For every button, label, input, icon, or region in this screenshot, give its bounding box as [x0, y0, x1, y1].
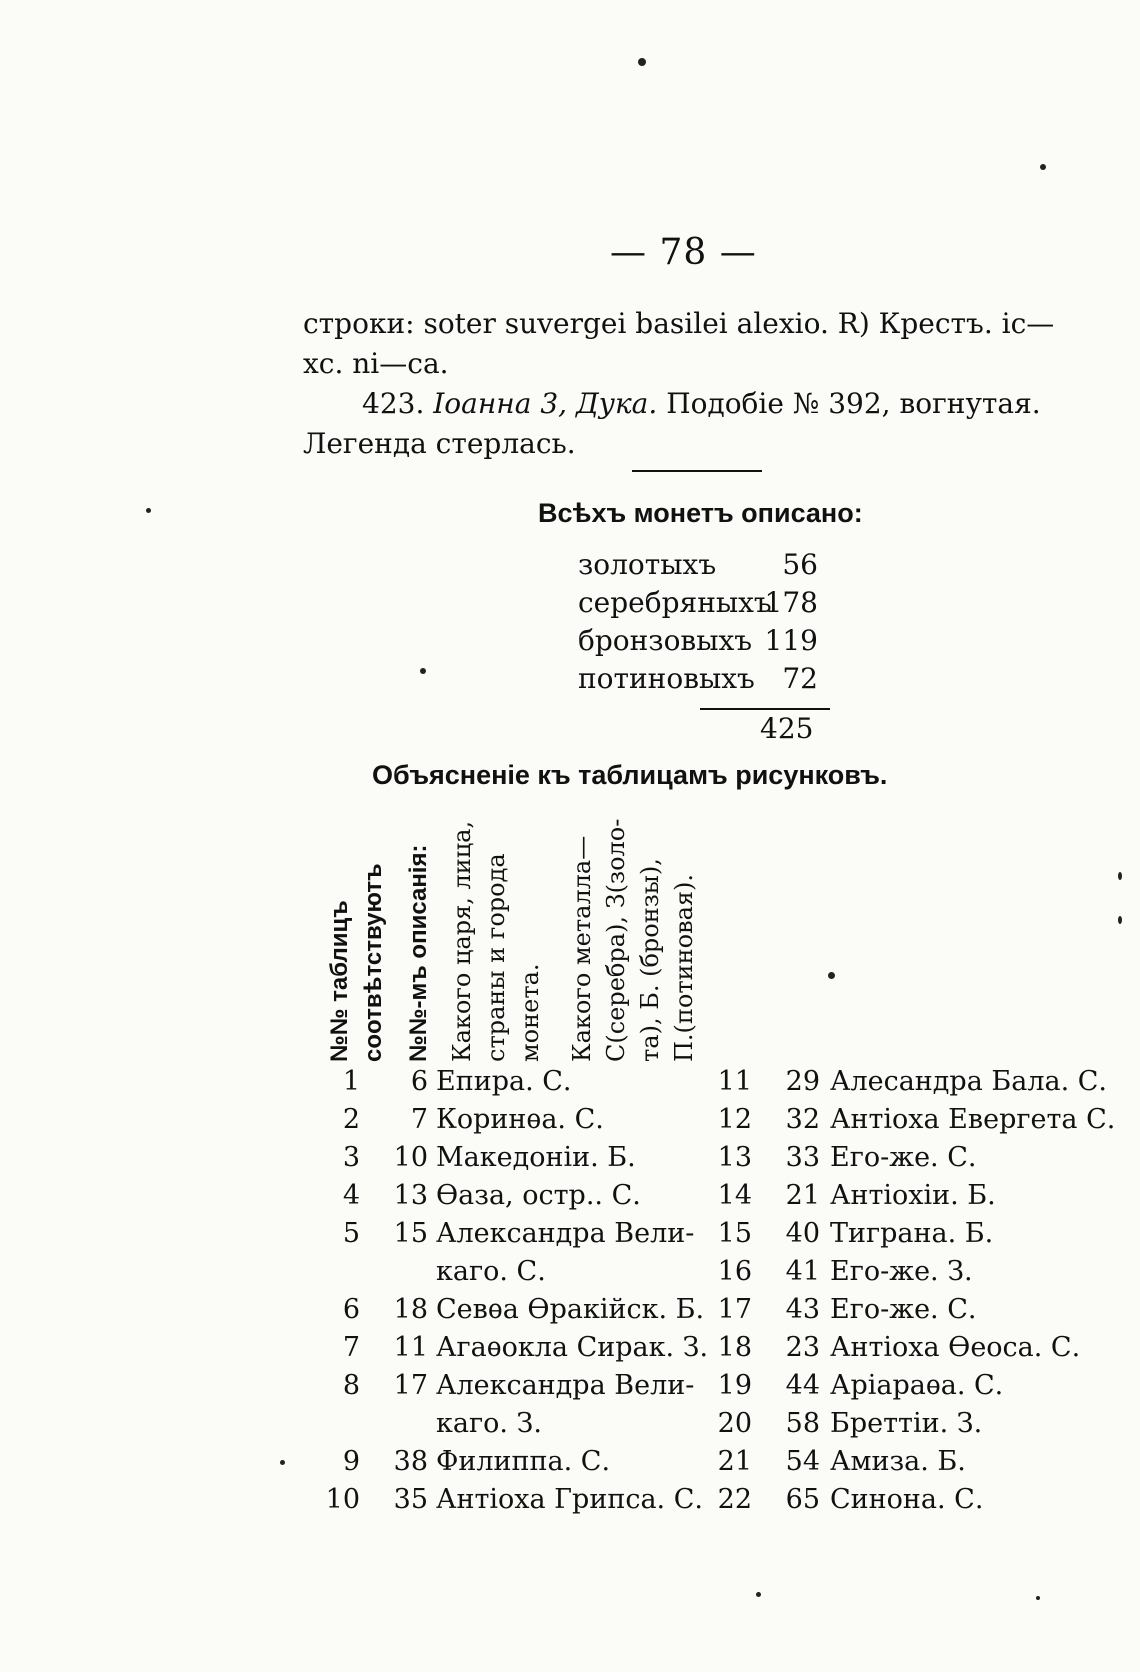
coin-description: Амиза. Б. — [830, 1446, 966, 1477]
table-number: 8 — [342, 1370, 360, 1401]
table-row — [0, 1218, 1140, 1256]
description-number: 6 — [410, 1066, 428, 1097]
coin-description: Агаѳокла Сирак. З. — [436, 1332, 709, 1363]
table-number: 13 — [717, 1142, 752, 1173]
coin-description: Александра Вели- — [436, 1218, 695, 1249]
table-row — [0, 1446, 1140, 1484]
table-row — [0, 1332, 1140, 1370]
table-number: 10 — [325, 1484, 360, 1515]
table-number: 14 — [717, 1180, 752, 1211]
table-number: 19 — [717, 1370, 752, 1401]
intro-line-1: строки: soter suvergei basilei alexio. R) Крестъ. ic— — [303, 307, 1055, 340]
metal-label: бронзовыхъ — [578, 624, 753, 657]
intro-line-2: xc. ni—ca. — [303, 347, 449, 380]
description-number: 32 — [785, 1104, 820, 1135]
header-description-numbers: №№-мъ описанія: — [405, 844, 432, 1062]
description-number: 29 — [785, 1066, 820, 1097]
speck — [1118, 872, 1122, 880]
description-number: 33 — [785, 1142, 820, 1173]
table-number: 16 — [717, 1256, 752, 1287]
table-number: 22 — [717, 1484, 752, 1515]
description-number: 10 — [393, 1142, 428, 1173]
speck — [280, 1460, 285, 1465]
description-number: 38 — [393, 1446, 428, 1477]
entry-name: Іоанна 3, Дука. — [433, 387, 658, 420]
table-row — [0, 1142, 1140, 1180]
description-number: 65 — [785, 1484, 820, 1515]
table-number: 21 — [717, 1446, 752, 1477]
intro-line-4: Легенда стерлась. — [303, 427, 576, 460]
table-row — [0, 1408, 1140, 1446]
coin-description: Синона. С. — [830, 1484, 984, 1515]
table-number: 20 — [717, 1408, 752, 1439]
table-number: 3 — [342, 1142, 360, 1173]
coin-description: каго. З. — [436, 1408, 542, 1439]
metal-label: золотыхъ — [578, 548, 717, 581]
description-number: 13 — [393, 1180, 428, 1211]
entry-description: Подобіе № 392, вогнутая. — [666, 387, 1041, 420]
speck — [756, 1592, 761, 1597]
table-row — [0, 1370, 1140, 1408]
coin-description: Алесандра Бала. С. — [830, 1066, 1107, 1097]
speck — [1036, 1596, 1040, 1600]
coin-description: Епира. С. — [436, 1066, 572, 1097]
table-number: 4 — [342, 1180, 360, 1211]
metal-count: 56 — [782, 548, 818, 581]
description-number: 7 — [410, 1104, 428, 1135]
table-number: 18 — [717, 1332, 752, 1363]
table-row — [0, 1066, 1140, 1104]
speck — [146, 508, 151, 513]
speck — [1040, 164, 1046, 170]
summary-row — [578, 586, 818, 624]
description-number: 44 — [785, 1370, 820, 1401]
description-number: 35 — [393, 1484, 428, 1515]
table-number: 5 — [342, 1218, 360, 1249]
table-number: 7 — [342, 1332, 360, 1363]
coin-description: Тиграна. Б. — [830, 1218, 994, 1249]
header-tables: №№ таблицъ соотвѣтствуютъ — [326, 863, 387, 1062]
summary-row — [578, 548, 818, 586]
description-number: 21 — [785, 1180, 820, 1211]
table-row — [0, 1104, 1140, 1142]
table-number: 12 — [717, 1104, 752, 1135]
description-number: 43 — [785, 1294, 820, 1325]
table-number: 1 — [342, 1066, 360, 1097]
metal-label: потиновыхъ — [578, 662, 755, 695]
header-metal: Какого металла— С(серебра), З(золо- та), Б. (бронзы), П.(потиновая). — [568, 818, 698, 1062]
coin-description: Аріараѳа. С. — [830, 1370, 1004, 1401]
speck — [638, 58, 646, 66]
entry-number: 423. — [362, 387, 425, 420]
page-number: — 78 — — [610, 232, 757, 273]
metal-count: 119 — [764, 624, 818, 657]
table-number: 6 — [342, 1294, 360, 1325]
metal-count: 72 — [782, 662, 818, 695]
summary-heading: Всѣхъ монетъ описано: — [538, 498, 863, 528]
table-number: 11 — [717, 1066, 752, 1097]
description-number: 11 — [393, 1332, 428, 1363]
coin-description: Македоніи. Б. — [436, 1142, 636, 1173]
description-number: 54 — [785, 1446, 820, 1477]
coin-description: Бреттіи. З. — [830, 1408, 983, 1439]
speck — [1118, 916, 1122, 924]
speck — [420, 668, 426, 674]
explanation-heading: Объясненіе къ таблицамъ рисунковъ. — [372, 760, 888, 790]
description-number: 58 — [785, 1408, 820, 1439]
table-number: 15 — [717, 1218, 752, 1249]
description-number: 41 — [785, 1256, 820, 1287]
description-number: 17 — [393, 1370, 428, 1401]
metal-count: 178 — [764, 586, 818, 619]
table-row — [0, 1180, 1140, 1218]
coin-description: Филиппа. С. — [436, 1446, 611, 1477]
coin-description: Антіоха Грипса. С. — [436, 1484, 703, 1515]
coin-description: Коринѳа. С. — [436, 1104, 604, 1135]
table-number: 9 — [342, 1446, 360, 1477]
table-number: 17 — [717, 1294, 752, 1325]
summary-row — [578, 662, 818, 700]
description-number: 18 — [393, 1294, 428, 1325]
section-divider — [632, 470, 762, 472]
summary-total: 425 — [760, 712, 814, 745]
coin-description: Антіохіи. Б. — [830, 1180, 996, 1211]
coin-description: Антіоха Ѳеоса. С. — [830, 1332, 1081, 1363]
table-row — [0, 1484, 1140, 1522]
summary-row — [578, 624, 818, 662]
description-number: 15 — [393, 1218, 428, 1249]
coin-description: Александра Вели- — [436, 1370, 695, 1401]
speck — [828, 972, 835, 979]
metal-label: серебряныхъ — [578, 586, 772, 619]
description-number: 23 — [785, 1332, 820, 1363]
entry-423 — [362, 384, 1140, 424]
description-number: 40 — [785, 1218, 820, 1249]
coin-description: Антіоха Евергета С. — [830, 1104, 1116, 1135]
coin-description: Его-же. С. — [830, 1142, 977, 1173]
coin-description: Его-же. З. — [830, 1256, 973, 1287]
table-row — [0, 1256, 1140, 1294]
coin-description: каго. С. — [436, 1256, 546, 1287]
coin-description: Ѳаза, остр.. С. — [436, 1180, 641, 1211]
coin-description: Севѳа Ѳракійск. Б. — [436, 1294, 705, 1325]
table-row — [0, 1294, 1140, 1332]
table-number: 2 — [342, 1104, 360, 1135]
coin-description: Его-же. С. — [830, 1294, 977, 1325]
header-ruler-country: Какого царя, лица, страны и города монета. — [448, 820, 544, 1062]
summary-rule — [700, 708, 830, 710]
